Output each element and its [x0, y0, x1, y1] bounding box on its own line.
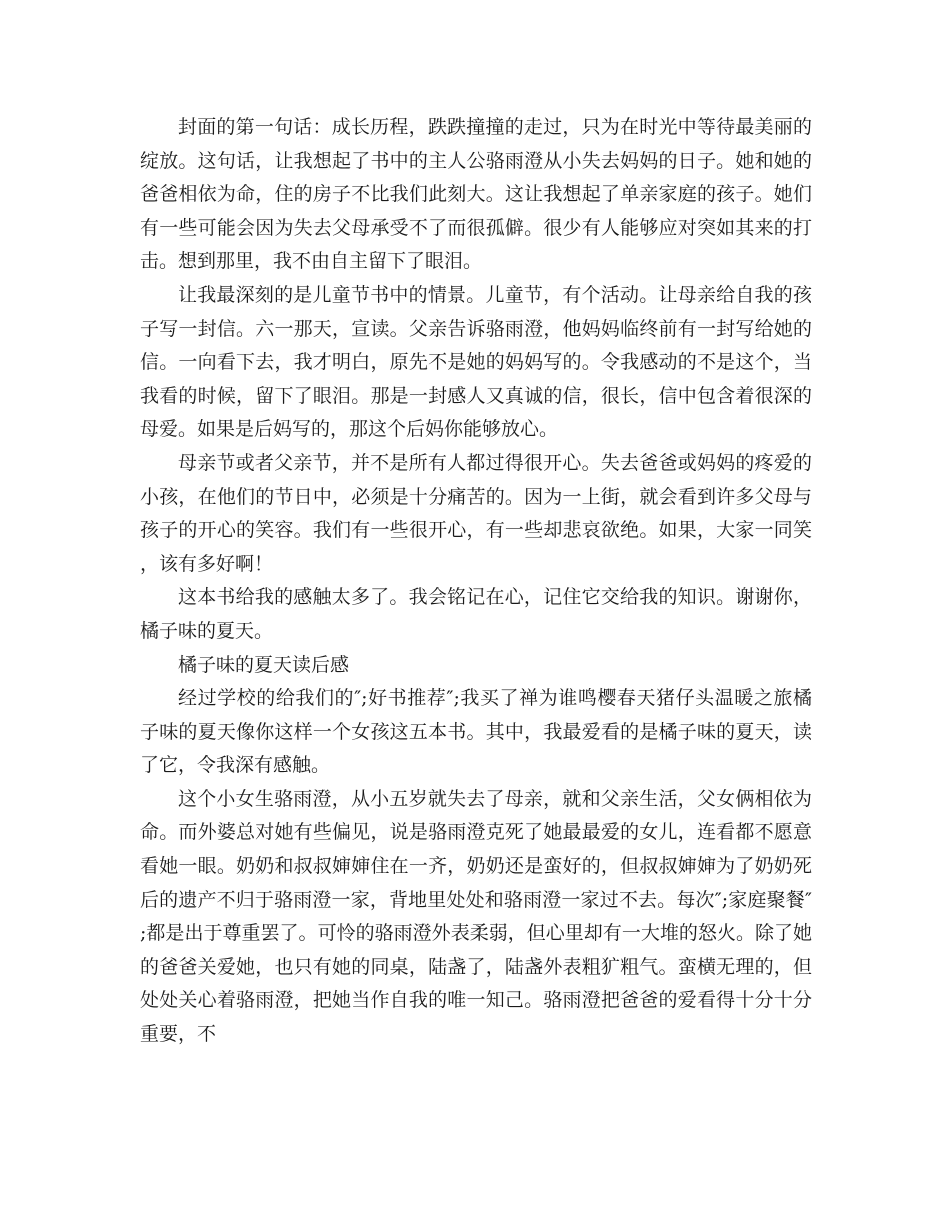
paragraph-childrens-day: 让我最深刻的是儿童节书中的情景。儿童节，有个活动。让母亲给自我的孩子写一封信。六一那天，宣读。父亲告诉骆雨澄，他妈妈临终前有一封写给她的信。一向看下去，我才明白，原先不是她的妈妈写的。令我感动的不是这个，当我看的时候，留下了眼泪。那是一封感人又真诚的信，很长，信中包含着很深的母爱。如果是后妈写的，那这个后妈你能够放心。: [140, 283, 812, 441]
section-heading: 橘子味的夏天读后感: [178, 653, 350, 676]
document-page: [140, 111, 812, 1052]
paragraph-cover-quote: 封面的第一句话：成长历程，跌跌撞撞的走过，只为在时光中等待最美丽的绽放。这句话，让我想起了书中的主人公骆雨澄从小失去妈妈的日子。她和她的爸爸相依为命，住的房子不比我们此刻大。这让我想起了单亲家庭的孩子。她们有一些可能会因为失去父母承受不了而很孤僻。很少有人能够应对突如其来的打击。想到那里，我不由自主留下了眼泪。: [140, 116, 812, 273]
paragraph-parents-day: 母亲节或者父亲节，并不是所有人都过得很开心。失去爸爸或妈妈的疼爱的小孩，在他们的节日中，必须是十分痛苦的。因为一上街，就会看到许多父母与孩子的开心的笑容。我们有一些很开心，有一些却悲哀欲绝。如果，大家一同笑，该有多好啊！: [140, 451, 812, 575]
paragraph-book-recommendation: 经过学校的给我们的″;好书推荐″;我买了禅为谁鸣樱春天猪仔头温暖之旅橘子味的夏天像你这样一个女孩这五本书。其中，我最爱看的是橘子味的夏天，读了它，令我深有感触。: [140, 687, 812, 777]
paragraph-story-summary: 这个小女生骆雨澄，从小五岁就失去了母亲，就和父亲生活，父女俩相依为命。而外婆总对她有些偏见，说是骆雨澄克死了她最最爱的女儿，连看都不愿意看她一眼。奶奶和叔叔婶婶住在一齐，奶奶还是蛮好的，但叔叔婶婶为了奶奶死后的遗产不归于骆雨澄一家，背地里处处和骆雨澄一家过不去。每次″;家庭聚餐″;都是出于尊重罢了。可怜的骆雨澄外表柔弱，但心里却有一大堆的怒火。除了她的爸爸关爱她，也只有她的同桌，陆盏了，陆盏外表粗犷粗气。蛮横无理的，但处处关心着骆雨澄，把她当作自我的唯一知己。骆雨澄把爸爸的爱看得十分十分重要，不: [140, 787, 812, 1046]
paragraph-thanks: 这本书给我的感触太多了。我会铭记在心，记住它交给我的知识。谢谢你，橘子味的夏天。: [140, 586, 812, 642]
